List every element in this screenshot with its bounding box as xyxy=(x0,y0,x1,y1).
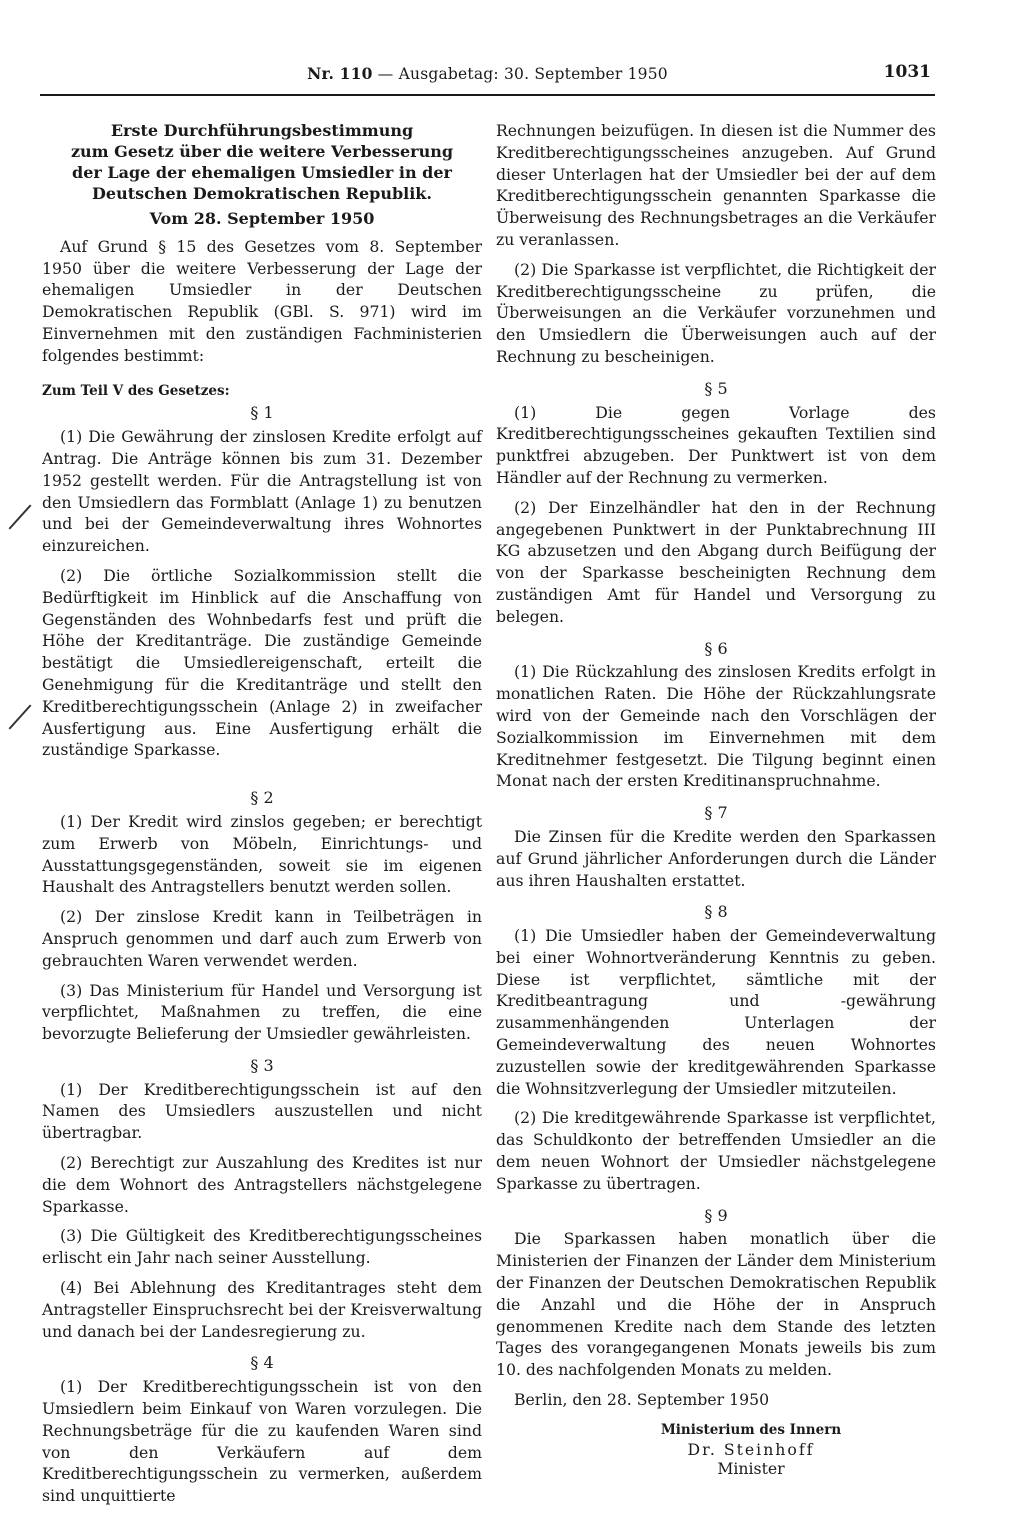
page-header xyxy=(40,60,935,90)
signer-name: Dr. Steinhoff xyxy=(687,1439,815,1459)
header-rule xyxy=(40,94,935,96)
left-column xyxy=(42,120,482,1515)
place-and-date: Berlin, den 28. September 1950 xyxy=(514,1390,770,1410)
section-5-paragraph-2: (2) Der Einzelhändler hat den in der Rechnung angegebenen Punktwert in der Punktabrechnung III KG abzusetzen und den Abgang durch Beifügung der von der Sparkasse bescheinigten Rechnung dem zuständigen Amt für Handel und Versorgung zu belegen. xyxy=(496,497,936,626)
section-4-paragraph-2: (2) Die Sparkasse ist verpflichtet, die Richtigkeit der Kreditberechtigungsscheine zu prüfen, die Überweisungen an die Verkäufer vorzunehmen und den Umsiedlern die Überweisungen auch auf der Rechnung zu bescheinigen. xyxy=(496,259,936,366)
section-2-paragraph-2: (2) Der zinslose Kredit kann in Teilbeträgen in Anspruch genommen und darf auch zum Erwerb von gebrauchten Waren verwendet werden. xyxy=(42,907,482,970)
section-heading-1: § 1 xyxy=(250,403,274,423)
section-heading-9: § 9 xyxy=(704,1205,728,1225)
issuing-ministry: Ministerium des Innern xyxy=(660,1421,842,1438)
section-7-paragraph-1: Die Zinsen für die Kredite werden den Sparkassen auf Grund jährlicher Anforderungen durch die Länder aus ihren Haushalten erstattet. xyxy=(496,826,936,890)
preamble: Auf Grund § 15 des Gesetzes vom 8. September 1950 über die weitere Verbesserung der Lage der ehemaligen Umsiedler in der Deutschen Demokratischen Republik (GBl. S. 971) wird im Einvernehmen mit den zuständigen Fachministerien folgendes bestimmt: xyxy=(42,236,482,365)
header-separator: — xyxy=(377,65,394,83)
section-8-paragraph-2: (2) Die kreditgewährende Sparkasse ist verpflichtet, das Schuldkonto der betreffenden Umsiedler an die dem neuen Wohnort der Umsiedler nächstgelegene Sparkasse zu übertragen. xyxy=(496,1108,936,1193)
part-heading: Zum Teil V des Gesetzes: xyxy=(42,382,230,399)
section-heading-7: § 7 xyxy=(704,803,728,823)
section-heading-6: § 6 xyxy=(704,638,728,658)
section-3-paragraph-1: (1) Der Kreditberechtigungsschein ist auf den Namen des Umsiedlers auszustellen und nicht übertragbar. xyxy=(42,1079,482,1143)
issue-date: Ausgabetag: 30. September 1950 xyxy=(398,65,668,83)
issue-number: Nr. 110 xyxy=(307,64,373,83)
margin-mark xyxy=(9,704,32,729)
right-column xyxy=(496,120,936,1478)
section-1-paragraph-1: (1) Die Gewährung der zinslosen Kredite erfolgt auf Antrag. Die Anträge können bis zum 31. Dezember 1952 gestellt werden. Für die Antragstellung ist von den Umsiedlern das Formblatt (Anlage 1) zu benutzen und bei der Gemeindeverwaltung ihres Wohnortes einzureichen. xyxy=(42,427,482,556)
title-line: zum Gesetz über die weitere Verbesserung xyxy=(70,142,454,161)
section-3-paragraph-2: (2) Berechtigt zur Auszahlung des Kredites ist nur die dem Wohnort des Antragstellers nächstgelegene Sparkasse. xyxy=(42,1153,482,1216)
section-3-paragraph-4: (4) Bei Ablehnung des Kreditantrages steht dem Antragsteller Einspruchsrecht bei der Kreisverwaltung und danach bei der Landesregierung zu. xyxy=(42,1278,482,1341)
section-heading-8: § 8 xyxy=(704,902,728,922)
document-date: Vom 28. September 1950 xyxy=(149,209,375,228)
margin-mark xyxy=(9,504,32,529)
title-line: Erste Durchführungsbestimmung xyxy=(110,121,414,140)
section-heading-5: § 5 xyxy=(704,378,728,398)
title-line: der Lage der ehemaligen Umsiedler in der xyxy=(72,163,452,182)
section-heading-3: § 3 xyxy=(250,1055,274,1075)
page-number: 1031 xyxy=(883,62,931,82)
section-4-paragraph-1-continued: Rechnungen beizufügen. In diesen ist die Nummer des Kreditberechtigungsscheines anzugeben. Auf Grund dieser Unterlagen hat der Umsiedler bei der auf dem Kreditberechtigungsschein genannten Sparkasse die Überweisung des Rechnungsbetrages an die Verkäufer zu veranlassen. xyxy=(496,121,936,249)
issue-line xyxy=(40,64,935,83)
section-heading-4: § 4 xyxy=(250,1353,274,1373)
section-6-paragraph-1: (1) Die Rückzahlung des zinslosen Kredits erfolgt in monatlichen Raten. Die Höhe der Rückzahlungsrate wird von der Gemeinde nach den Vorschlägen der Sozialkommission im Einvernehmen mit dem Kreditnehmer festgesetzt. Die Tilgung beginnt einen Monat nach der ersten Kreditinanspruchnahme. xyxy=(496,662,936,791)
section-1-paragraph-2: (2) Die örtliche Sozialkommission stellt die Bedürftigkeit im Hinblick auf die Anschaffung von Gegenständen des Wohnbedarfs fest und prüft die Höhe der Kreditanträge. Die zuständige Gemeinde bestätigt die Umsiedlereigenschaft, erteilt die Genehmigung für die Kreditanträge und stellt den Kreditberechtigungsschein (Anlage 2) in zweifacher Ausfertigung aus. Eine Ausfertigung erhält die zuständige Sparkasse. xyxy=(42,565,482,760)
document-title xyxy=(42,120,482,204)
section-5-paragraph-1: (1) Die gegen Vorlage des Kreditberechtigungsscheines gekauften Textilien sind punktfrei abzugeben. Der Punktwert ist von dem Händler auf der Rechnung zu vermerken. xyxy=(496,402,936,487)
section-9-paragraph-1: Die Sparkassen haben monatlich über die Ministerien der Finanzen der Länder dem Ministerium der Finanzen der Deutschen Demokratischen Republik die Anzahl und die Höhe der in Anspruch genommenen Kredite nach dem Stande des letzten Tages des vorangegangenen Monats jeweils bis zum 10. des nachfolgenden Monats zu melden. xyxy=(496,1229,936,1380)
section-2-paragraph-1: (1) Der Kredit wird zinslos gegeben; er berechtigt zum Erwerb von Möbeln, Einrichtungs- und Ausstattungsgegenständen, soweit sie im eigenen Haushalt des Antragstellers benutzt werden sollen. xyxy=(42,811,482,897)
title-line: Deutschen Demokratischen Republik. xyxy=(92,184,432,203)
section-3-paragraph-3: (3) Die Gültigkeit des Kreditberechtigungsscheines erlischt ein Jahr nach seiner Ausstellung. xyxy=(42,1226,482,1268)
section-2-paragraph-3: (3) Das Ministerium für Handel und Versorgung ist verpflichtet, Maßnahmen zu treffen, die eine bevorzugte Belieferung der Umsiedler gewährleisten. xyxy=(42,980,482,1044)
section-8-paragraph-1: (1) Die Umsiedler haben der Gemeindeverwaltung bei einer Wohnortveränderung Kenntnis zu geben. Diese ist verpflichtet, sämtliche mit der Kreditbeantragung und -gewährung zusammenhängenden Unterlagen der Gemeindeverwaltung des neuen Wohnortes zuzustellen sowie der kreditgewährenden Sparkasse die Wohnsitzverlegung der Umsiedler mitzuteilen. xyxy=(496,926,936,1098)
section-heading-2: § 2 xyxy=(250,788,274,808)
section-4-paragraph-1: (1) Der Kreditberechtigungsschein ist von den Umsiedlern beim Einkauf von Waren vorzulegen. Die Rechnungsbeträge für die zu kaufenden Waren sind von den Verkäufern auf dem Kreditberechtigungsschein zu vermerken, außerdem sind unquittierte xyxy=(42,1377,482,1506)
signer-role: Minister xyxy=(717,1458,785,1478)
